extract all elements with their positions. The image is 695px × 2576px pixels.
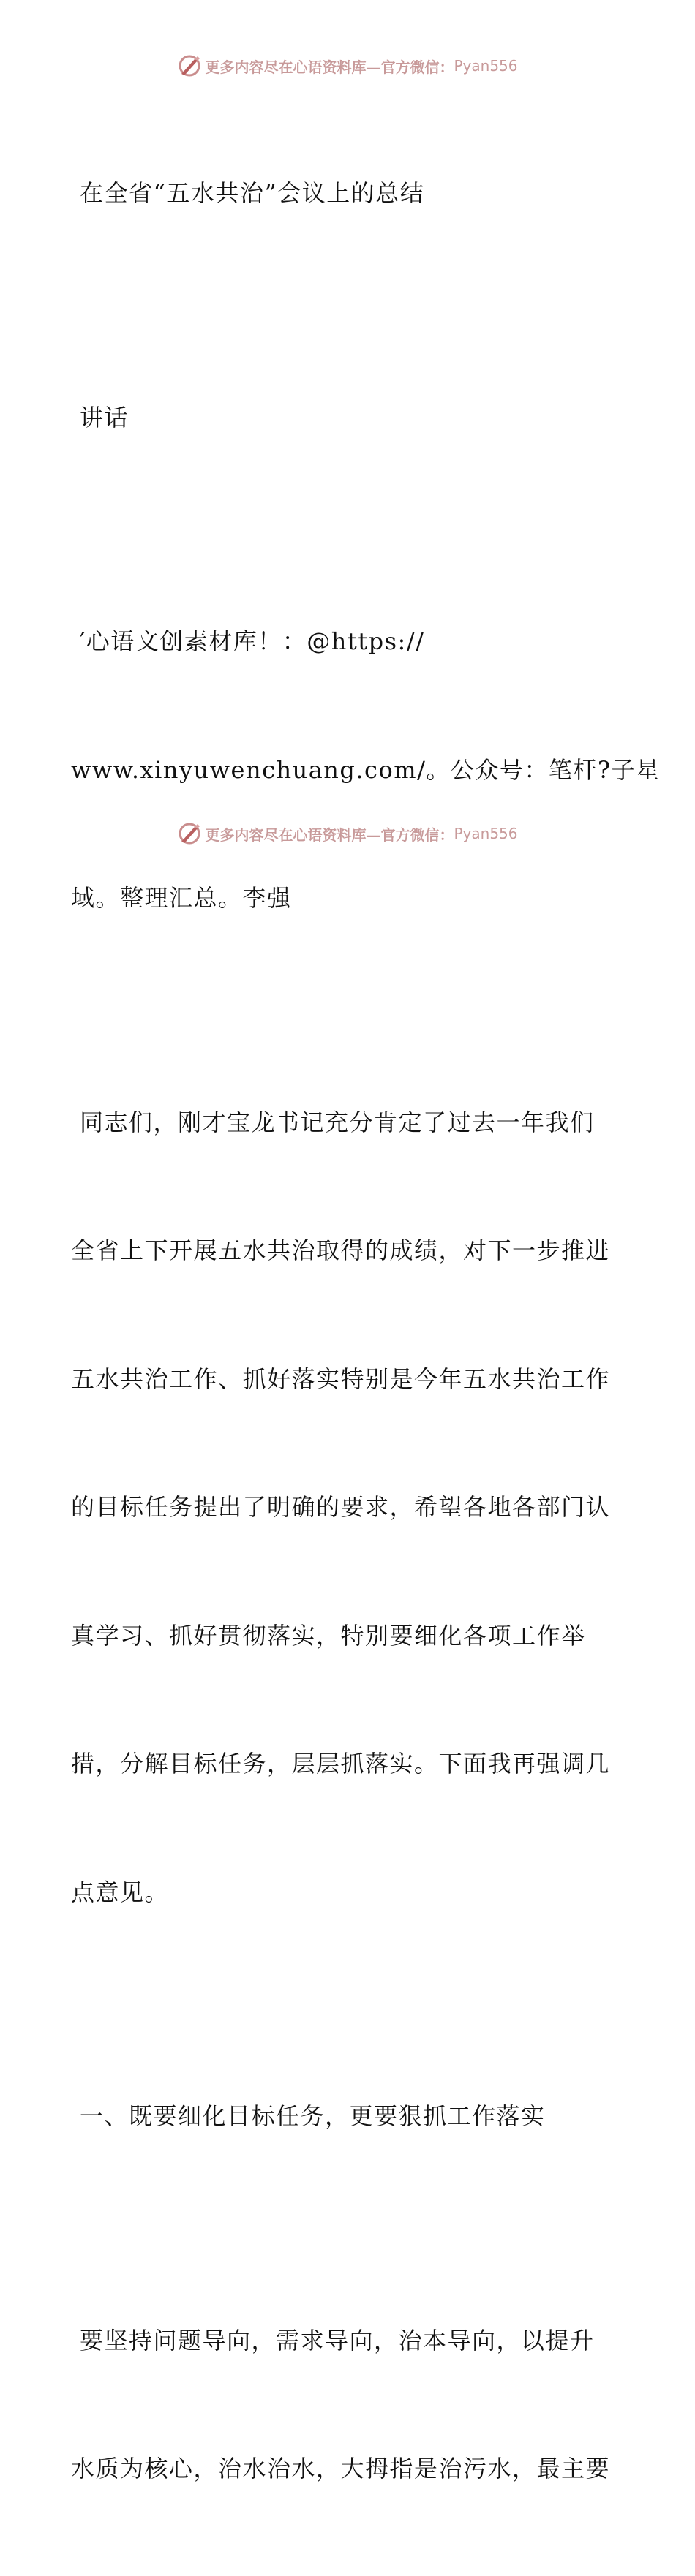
header-banner [0,51,695,80]
source-line: ′心语文创素材库！：@https:// [80,627,425,655]
paragraph-line: 全省上下开展五水共治取得的成绩，对下一步推进 [71,1236,611,1264]
title-line: 在全省“五水共治”会议上的总结 [80,179,425,207]
paragraph-line: 的目标任务提出了明确的要求，希望各地各部门认 [71,1493,611,1521]
pen-circle-logo-icon [177,53,202,78]
source-note [71,535,661,1005]
body-paragraph [71,2234,627,2576]
wechat-handle: Pyan556 [454,825,518,842]
section-heading [71,2009,627,2224]
wechat-handle: Pyan556 [454,57,518,75]
footer-banner [0,819,695,848]
document-title-cont [71,311,627,525]
paragraph-line: 要坚持问题导向，需求导向，治本导向，以提升 [80,2326,595,2354]
banner-text: 更多内容尽在心语资料库—官方微信： [205,58,454,76]
document-title [71,86,627,301]
source-line: 域。整理汇总。李强 [71,884,292,912]
banner-text: 更多内容尽在心语资料库—官方微信： [205,826,454,844]
document-body [71,86,661,2576]
paragraph-line: 水质为核心，治水治水，大拇指是治污水，最主要 [71,2455,611,2482]
title-line: 讲话 [80,403,129,431]
paragraph-line: 同志们，刚才宝龙书记充分肯定了过去一年我们 [80,1108,595,1136]
intro-paragraph [71,1016,627,2000]
pen-circle-logo-icon [177,821,202,846]
paragraph-line: 点意见。 [71,1878,170,1906]
source-line: www.xinyuwenchuang.com/。公众号：笔杆?子星 [71,755,661,784]
paragraph-line: 五水共治工作、抓好落实特别是今年五水共治工作 [71,1364,611,1393]
paragraph-line: 真学习、抓好贯彻落实，特别要细化各项工作举 [71,1621,586,1650]
heading-line: 一、既要细化目标任务，更要狠抓工作落实 [80,2102,546,2130]
paragraph-line: 措，分解目标任务，层层抓落实。下面我再强调几 [71,1750,611,1778]
